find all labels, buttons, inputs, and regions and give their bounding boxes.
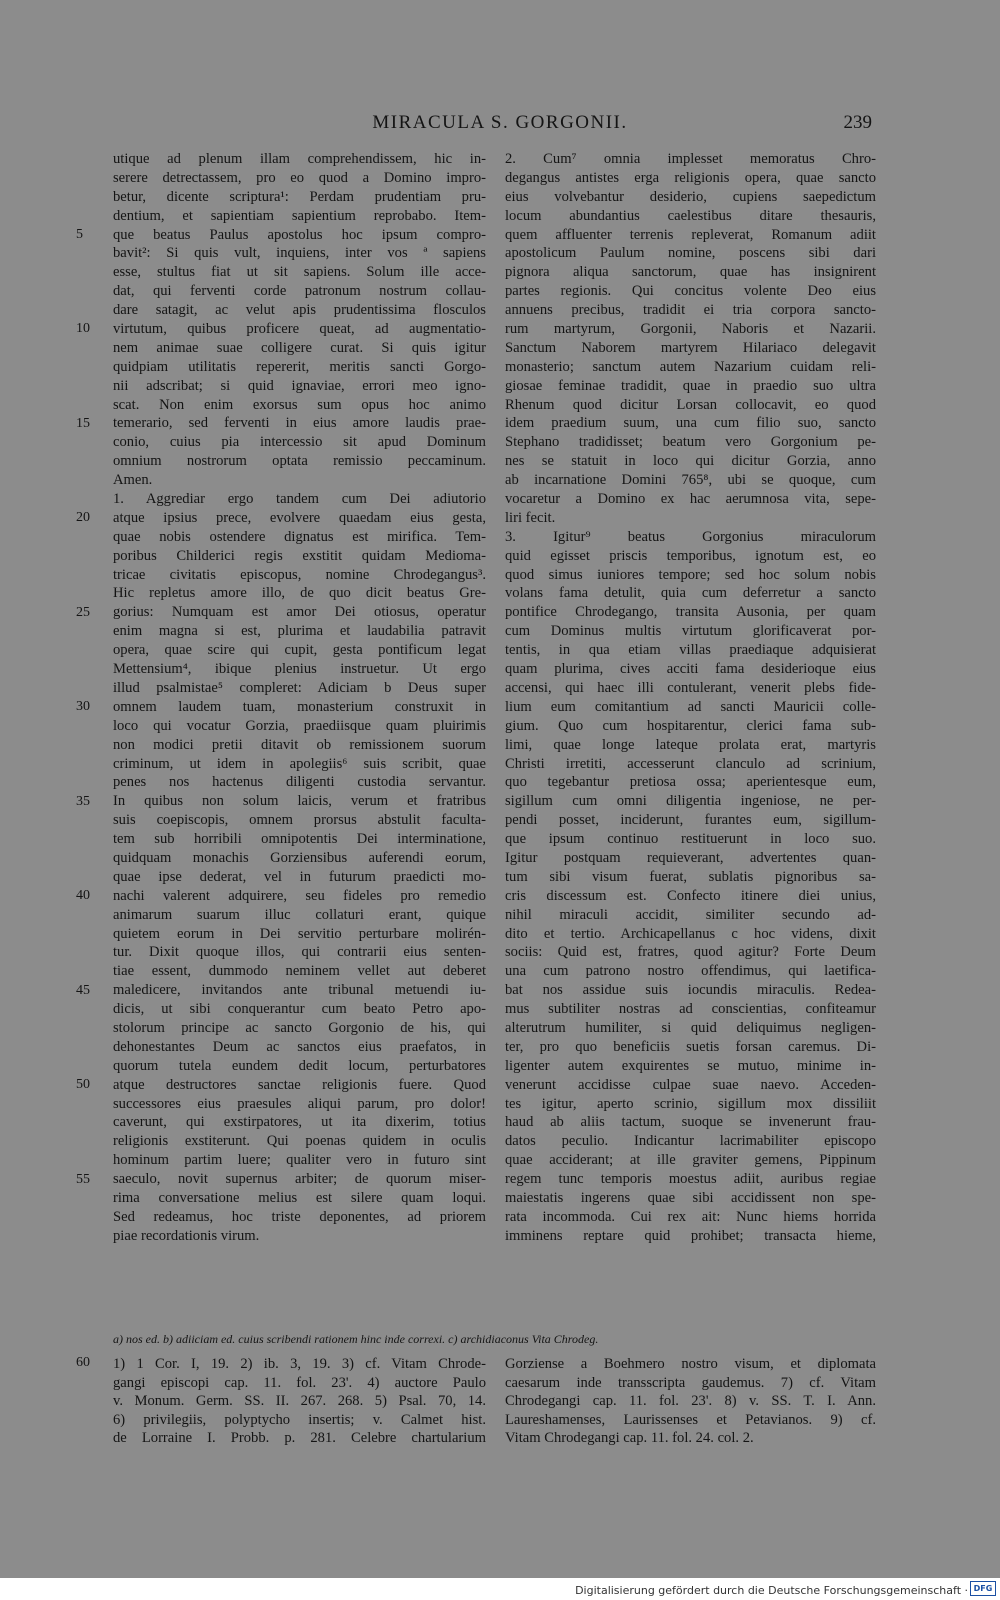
line-number: 50 [76, 1077, 90, 1093]
text-line: poribus Childerici regis exstitit quidam Medioma- [113, 547, 486, 564]
text-line: animarum suarum illuc collaturi erant, quique [113, 906, 486, 923]
text-line: suis coepiscopis, omnem prorsus abstulit faculta- [113, 812, 486, 829]
text-line: ligenter autem exquirentes se mutuo, minime in- [505, 1057, 876, 1074]
text-line: quidpiam utilitatis repererit, meritis sancti Gorgo- [113, 358, 486, 375]
text-line: quid egisset priscis temporibus, ignotum est, eo [505, 547, 876, 564]
text-line: utique ad plenum illam comprehendissem, hic in- [113, 151, 486, 167]
text-line: Amen. [113, 472, 153, 489]
text-line: accensi, qui haec illi contulerant, venerit plebs fide- [505, 679, 876, 696]
text-line: caverunt, qui exstirpatores, ut ita dixerim, totius [113, 1114, 486, 1131]
text-line: bavit²: Si quis vult, inquiens, inter vos ª sapiens [113, 245, 486, 262]
text-line: hominum partim luere; qualiter vero in futuro sint [113, 1152, 486, 1169]
text-line: atque ipsius prece, evolvere quaedam eius gesta, [113, 509, 486, 526]
text-line: ab incarnatione Domini 765⁸, ubi se quoque, cum [505, 472, 876, 489]
text-line: enim magna si est, plurima et laudabilia patravit [113, 623, 486, 640]
text-line: pontifice Chrodegango, transita Ausonia, per quam [505, 604, 876, 621]
footnotes-right [505, 1355, 876, 1448]
text-line: successores eius praesules aliqui parum, pro dolor! [113, 1095, 486, 1112]
text-line: alterutrum humiliter, si quid deliquimus negligen- [505, 1019, 876, 1036]
text-line: bat nos assidue suis iocundis miraculis. Redea- [505, 982, 876, 999]
footer-bar [0, 1578, 1000, 1600]
text-line: 1. Aggrediar ergo tandem cum Dei adiutorio [113, 491, 486, 508]
textual-notes: a) nos ed. b) adiiciam ed. cuius scribendi rationem hinc inde correxi. c) archidiaconus Vita Chrodeg. [113, 1332, 599, 1346]
text-line: 2. Cum⁷ omnia implesset memoratus Chro- [505, 151, 876, 167]
text-line: regem tunc temporis moestus adiit, auribus regiae [505, 1171, 876, 1188]
text-line: eius volvebantur desiderio, cupiens saepedictum [505, 188, 876, 205]
footer-credit: Digitalisierung gefördert durch die Deutsche Forschungsgemeinschaft · [575, 1584, 968, 1597]
text-line: rata incommoda. Cui rex ait: Nunc hiems horrida [505, 1208, 876, 1225]
text-line: nem animae suae colligere curat. Si quis igitur [113, 339, 486, 356]
text-line: que ipsum continuo restituerunt in loco suo. [505, 831, 876, 848]
text-line: saeculo, novit supernus arbiter; de quorum miser- [113, 1171, 486, 1188]
text-line: partes regionis. Qui concitus volente Deo eius [505, 283, 876, 300]
text-line: tricae civitatis episcopus, nomine Chrodegangus³. [113, 566, 486, 583]
text-line: sociis: Quid est, fratres, quod agitur? Forte Deum [505, 944, 876, 961]
text-line: loco qui vocatur Gorzia, praediisque quam pluirimis [113, 717, 486, 734]
text-line: nachi valerent adquirere, seu fideles pro remedio [113, 887, 486, 904]
text-line: scat. Non enim exorsus sum opus hoc animo [113, 396, 486, 413]
footnote-line: de Lorraine I. Probb. p. 281. Celebre chartularium [113, 1430, 486, 1447]
text-line: que beatus Paulus apostolus hoc ipsum compro- [113, 226, 486, 243]
text-line: tem sub horribili omnipotentis Dei interminatione, [113, 831, 486, 848]
text-line: quod simus iuniores tempore; sed hoc solum nobis [505, 566, 876, 583]
text-line: dat, qui ferventi corde patronum nostrum collau- [113, 283, 486, 300]
text-line: criminum, ut idem in apolegiis⁶ suis scribit, quae [113, 755, 486, 772]
text-line: rum martyrum, Gorgonii, Naboris et Nazarii. [505, 321, 876, 338]
text-line: Christi irretiti, accesserunt clanculo ad scrinium, [505, 755, 876, 772]
text-line: dicis, ut sibi conquerantur cum beato Petro apo- [113, 1001, 486, 1018]
line-number: 10 [76, 321, 90, 337]
text-line: stolorum principe ac sancto Gorgonio de his, qui [113, 1019, 486, 1036]
text-line: piae recordationis virum. [113, 1227, 260, 1244]
footnote-line: 1) 1 Cor. I, 19. 2) ib. 3, 19. 3) cf. Vitam Chrode- [113, 1356, 486, 1372]
text-line: nes se statuit in loco qui dicitur Gorzia, anno [505, 453, 876, 470]
footnote-line: Vitam Chrodegangi cap. 11. fol. 24. col. 2. [505, 1430, 754, 1447]
text-line: quo tegebantur pretiosa ossa; aperientesque eum, [505, 774, 876, 791]
text-line: tur. Dixit quoque illos, qui contrarii eius senten- [113, 944, 486, 961]
line-number: 40 [76, 888, 90, 904]
text-line: haud ab aliis tactum, suoque se invenerunt frau- [505, 1114, 876, 1131]
dfg-logo-icon: DFG [970, 1581, 996, 1596]
running-title: MIRACULA S. GORGONII. [372, 112, 628, 133]
text-line: Mettensium⁴, ibique plenius instruetur. Ut ergo [113, 661, 486, 678]
text-line: esse, stultus fiat ut sit sapiens. Solum ille acce- [113, 264, 486, 281]
text-line: tum sibi visum fuerat, sublatis pignoribus sa- [505, 868, 876, 885]
text-line: serere detrectassem, pro eo quod a Domino impro- [113, 169, 486, 186]
footnotes-left [113, 1355, 486, 1448]
text-line: quae acciderant; at ille graviter gemens, Pippinum [505, 1152, 876, 1169]
text-line: illud psalmistae⁵ compleret: Adiciam b Deus super [113, 679, 486, 696]
right-text-column [505, 150, 876, 1246]
footnote-line: v. Monum. Germ. SS. II. 267. 268. 5) Psal. 70, 14. [113, 1393, 486, 1410]
line-number: 45 [76, 982, 90, 998]
text-line: volans fama detulit, quia cum deferretur a sancto [505, 585, 876, 602]
text-line: penes nos hactenus diligenti custodia servantur. [113, 774, 486, 791]
text-line: nii adscribat; si quid ignaviae, errori meo igno- [113, 377, 486, 394]
text-line: locum abundantius caelestibus ditare thesauris, [505, 207, 876, 224]
text-line: lium eum comitantium ad sancti Mauricii colle- [505, 698, 876, 715]
text-line: omnium nostrorum optata remissio peccaminum. [113, 453, 486, 470]
text-line: 3. Igitur⁹ beatus Gorgonius miraculorum [505, 528, 876, 545]
text-line: Hic repletus amore illo, de quo dicit beatus Gre- [113, 585, 486, 602]
footnote-line: caesarum inde transscripta gaudemus. 7) cf. Vitam [505, 1374, 876, 1391]
line-number: 30 [76, 699, 90, 715]
text-line: dentium, et sapientiam sapientium reprobabo. Item- [113, 207, 486, 224]
text-line: pignora aliqua sanctorum, quae has insignirent [505, 264, 876, 281]
text-line: religionis exstiterunt. Qui poenas quidem in oculis [113, 1133, 486, 1150]
footnote-line: Gorziense a Boehmero nostro visum, et diplomata [505, 1356, 876, 1372]
text-line: tiae essent, dummodo neminem vellet aut deberet [113, 963, 486, 980]
text-line: limi, quae longe lateque prolata erat, martyris [505, 736, 876, 753]
text-line: quam plurima, cives acciti fama desiderioque eius [505, 661, 876, 678]
text-line: gorius: Numquam est amor Dei otiosus, operatur [113, 604, 486, 621]
text-line: degangus antistes erga religionis opera, quae sancto [505, 169, 876, 186]
text-line: tes igitur, aperto scrinio, sigillum mox dissiliit [505, 1095, 876, 1112]
left-text-column [76, 150, 486, 1246]
text-line: quae ipse dederat, vel in futurum praedicti mo- [113, 868, 486, 885]
line-number: 35 [76, 793, 90, 809]
text-line: venerunt accidisse culpae suae naevo. Acceden- [505, 1076, 876, 1093]
line-number: 20 [76, 510, 90, 526]
text-line: atque destructores sanctae religionis fuere. Quod [113, 1076, 486, 1093]
text-line: giosae feminae tradidit, quae in praedio suo ultra [505, 377, 876, 394]
page-number: 239 [843, 112, 872, 133]
text-line: quietem eorum in Dei servitio perturbare molirén- [113, 925, 486, 942]
text-line: Sed redeamus, hoc triste deponentes, ad priorem [113, 1208, 486, 1225]
text-line: nihil miraculi accidit, similiter secundo ad- [505, 906, 876, 923]
text-line: maiestatis ingerens quae sibi accidissent non spe- [505, 1189, 876, 1206]
text-line: dehonestantes Deum ac sanctos eius praefatos, in [113, 1038, 486, 1055]
text-line: mus subtiliter nostras ad conscientias, confiteamur [505, 1001, 876, 1018]
text-line: Rhenum quod dicitur Lorsan collocavit, eo quod [505, 396, 876, 413]
text-line: quorum tutela eundem dedit locum, perturbatores [113, 1057, 486, 1074]
text-line: conio, cuius pia intercessio sit apud Dominum [113, 434, 486, 451]
footnote-line-number: 60 [76, 1355, 90, 1370]
text-line: ter, pro quo beneficiis suetis forsan caremus. Di- [505, 1038, 876, 1055]
text-line: tentis, in qua etiam villas praediaque adquisierat [505, 642, 876, 659]
footnote-line: Laureshamenses, Laurissenses et Petavianos. 9) cf. [505, 1411, 876, 1428]
footnote-line: 6) privilegiis, polyptycho insertis; v. Calmet hist. [113, 1411, 486, 1428]
text-line: temerario, sed ferventi in eius amore laudis prae- [113, 415, 486, 432]
text-line: virtutum, quibus proficere queat, ad augmentatio- [113, 321, 486, 338]
text-line: quem affluenter terrenis repleverat, Romanum adiit [505, 226, 876, 243]
line-number: 25 [76, 604, 90, 620]
text-line: quae nobis ostendere dignatus est mirifica. Tem- [113, 528, 486, 545]
text-line: dito et tertio. Archicapellanus c hoc videns, dixit [505, 925, 876, 942]
text-line: dare satagit, ac velut apis prudentissima flosculos [113, 302, 486, 319]
text-line: non modici pretii ditavit ob remissionem suorum [113, 736, 486, 753]
text-line: liri fecit. [505, 509, 556, 526]
line-number: 55 [76, 1171, 90, 1187]
text-line: Igitur postquam requieverant, advertentes quan- [505, 849, 876, 866]
text-line: cris discessum est. Confecto itinere diei unius, [505, 887, 876, 904]
text-line: betur, dicente scriptura¹: Perdam prudentiam pru- [113, 188, 486, 205]
line-number: 15 [76, 415, 90, 431]
text-line: opera, quae scire qui cupit, gesta pontificum legat [113, 642, 486, 659]
text-line: idem praedium suum, una cum filio suo, sancto [505, 415, 876, 432]
line-number: 5 [76, 226, 83, 242]
text-line: Sanctum Naborem martyrem Hilariaco delegavit [505, 339, 876, 356]
text-line: imminens reptare quid prohibet; transacta hieme, [505, 1227, 876, 1244]
text-line: cum Dominus multis virtutum glorificaverat por- [505, 623, 876, 640]
text-line: rima conversatione melius est silere quam loqui. [113, 1189, 486, 1206]
text-line: omnem laudem tuam, monasterium construxit in [113, 698, 486, 715]
text-line: Stephano tradidisset; beatum vero Gorgonium pe- [505, 434, 876, 451]
text-line: vocaretur a Domino ex hac aerumnosa vita, sepe- [505, 491, 876, 508]
text-line: quidquam monachis Gorziensibus auferendi eorum, [113, 849, 486, 866]
text-line: gium. Quo cum hospitarentur, clerici fama sub- [505, 717, 876, 734]
text-line: maledicere, invitandos ante tribunal metuendi iu- [113, 982, 486, 999]
text-line: datos peculio. Indicantur lacrimabiliter episcopo [505, 1133, 876, 1150]
text-line: In quibus non solum laicis, verum et fratribus [113, 793, 486, 810]
text-line: apostolicum Paulum nomine, poscens sibi dari [505, 245, 876, 262]
footnote-line: Chrodegangi cap. 11. fol. 23'. 8) v. SS. T. I. Ann. [505, 1393, 876, 1410]
text-line: pendi posset, inciderunt, furantes eum, sigillum- [505, 812, 876, 829]
text-line: annuens precibus, tradidit ei tria corpora sancto- [505, 302, 876, 319]
text-line: sigillum cum omni diligentia ingeniose, ne per- [505, 793, 876, 810]
footnote-line: gangi episcopi cap. 11. fol. 23'. 4) auctore Paulo [113, 1374, 486, 1391]
text-line: una cum patrono nostro offendimus, qui laetifica- [505, 963, 876, 980]
text-line: monasterio; sanctum autem Nazarium cuidam reli- [505, 358, 876, 375]
